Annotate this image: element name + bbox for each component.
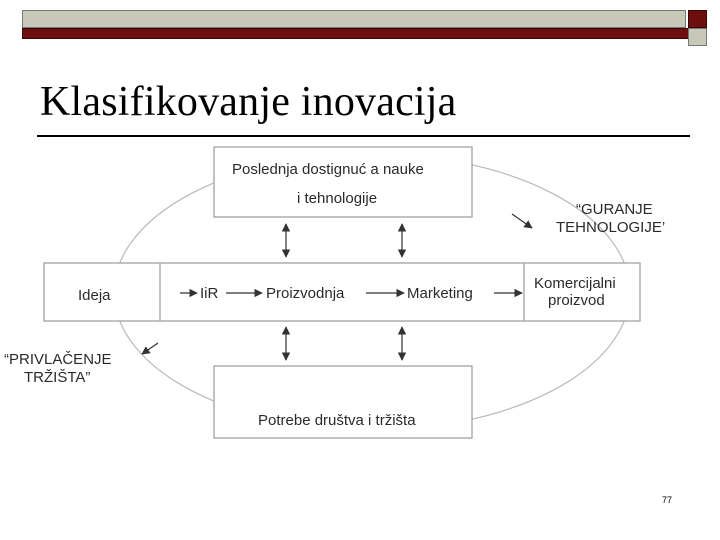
pull-direction-arrow xyxy=(142,343,158,354)
flow-marketing: Marketing xyxy=(407,285,473,302)
flow-rd: IiR xyxy=(200,285,219,302)
society-market-label: Potrebe društva i tržišta xyxy=(258,412,416,429)
flow-production: Proizvodnja xyxy=(266,285,345,302)
page-number: 77 xyxy=(662,495,673,505)
flow-product-line2: proizvod xyxy=(548,292,605,309)
flow-product-line1: Komercijalni xyxy=(534,275,616,292)
push-label-line1: “GURANJE xyxy=(576,201,653,218)
push-direction-arrow xyxy=(512,214,532,228)
pull-label-line2: TRŽIŠTA” xyxy=(24,369,91,386)
pull-label-line1: “PRIVLAČENJE xyxy=(4,351,112,368)
slide-title: Klasifikovanje inovacija xyxy=(40,79,457,125)
science-technology-line2: i tehnologije xyxy=(297,190,378,207)
flow-idea: Ideja xyxy=(78,287,111,304)
push-label-line2: TEHNOLOGIJE’ xyxy=(556,219,666,236)
science-technology-line1: Poslednja dostignuć a nauke xyxy=(232,161,424,178)
